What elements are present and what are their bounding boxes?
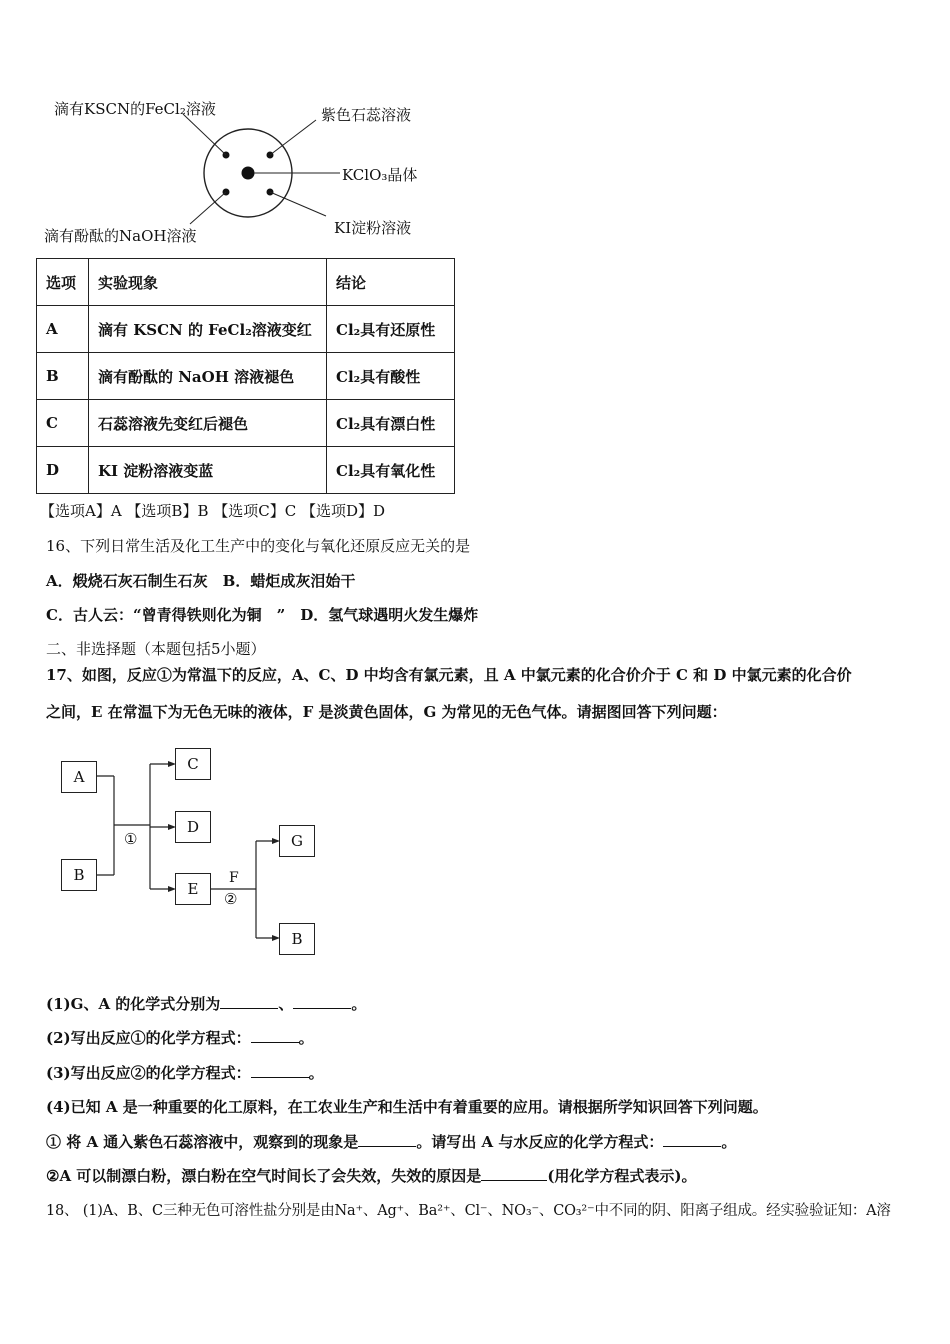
node-c: C: [175, 748, 211, 780]
reagent-f-label: F: [229, 870, 239, 886]
table-row: [37, 447, 455, 494]
table-cell: 石蕊溶液先变红后褪色: [89, 400, 327, 447]
table-row: [37, 353, 455, 400]
q15-choices: 【选项A】A 【选项B】B 【选项C】C 【选项D】D: [40, 502, 386, 520]
table-cell: 滴有酚酞的 NaOH 溶液褪色: [89, 353, 327, 400]
table-header-cell: 结论: [327, 259, 455, 306]
center-well: [242, 167, 255, 180]
q17-part6: [46, 1165, 697, 1186]
q17-part3-end: 。: [308, 1064, 324, 1082]
label-fecl2: 滴有KSCN的FeCl₂溶液: [54, 100, 216, 118]
table-header-row: [37, 259, 455, 306]
reaction-2-label: ②: [224, 890, 238, 908]
answer-blank[interactable]: [220, 994, 278, 1009]
table-cell: 滴有 KSCN 的 FeCl₂溶液变红: [89, 306, 327, 353]
q17-part3: [46, 1062, 324, 1083]
answer-blank[interactable]: [251, 1063, 309, 1078]
leader-top-left: [183, 114, 226, 155]
answer-blank[interactable]: [481, 1166, 547, 1181]
options-table: [36, 258, 455, 494]
q17-part6-text: ②A 可以制漂白粉，漂白粉在空气时间长了会失效，失效的原因是: [46, 1167, 482, 1185]
q17-part5: [46, 1131, 736, 1152]
q16-stem: 16、下列日常生活及化工生产中的变化与氧化还原反应无关的是: [46, 537, 471, 555]
table-cell: Cl₂具有酸性: [327, 353, 455, 400]
q17-part1: [46, 993, 366, 1014]
table-cell: D: [37, 447, 89, 494]
table-row: [37, 306, 455, 353]
table-header-cell: 实验现象: [89, 259, 327, 306]
q16-options-line2: C．古人云：“曾青得铁则化为铜 ” D．氢气球遇明火发生爆炸: [46, 606, 479, 624]
q17-part5-end: 。: [721, 1133, 737, 1151]
q17-part2-end: 。: [298, 1029, 314, 1047]
label-ki: KI淀粉溶液: [334, 219, 412, 237]
label-kclo3: KClO₃晶体: [342, 166, 418, 184]
q17-part2-text: (2)写出反应①的化学方程式：: [46, 1029, 251, 1047]
label-naoh: 滴有酚酞的NaOH溶液: [44, 227, 197, 245]
q17-part2: [46, 1027, 314, 1048]
q17-part6-end: (用化学方程式表示)。: [547, 1167, 697, 1185]
node-a: A: [61, 761, 97, 793]
label-litmus: 紫色石蕊溶液: [321, 106, 412, 124]
q18-stem: 18、 (1)A、B、C三种无色可溶性盐分别是由Na⁺、Ag⁺、Ba²⁺、Cl⁻、NO₃⁻、CO₃²⁻中不同的阴、阳离子组成。经实验验证知：A溶: [46, 1203, 891, 1219]
answer-blank[interactable]: [358, 1132, 416, 1147]
table-cell: B: [37, 353, 89, 400]
q17-part1-end: 。: [351, 995, 367, 1013]
answer-blank[interactable]: [293, 994, 351, 1009]
section-title: 二、非选择题（本题包括5小题）: [46, 640, 266, 658]
table-cell: Cl₂具有氧化性: [327, 447, 455, 494]
node-d: D: [175, 811, 211, 843]
q17-part1-text: (1)G、A 的化学式分别为: [46, 995, 221, 1013]
q17-stem-line2: 之间，E 在常温下为无色无味的液体，F 是淡黄色固体，G 为常见的无色气体。请据图回答下列问题：: [46, 703, 727, 721]
table-cell: A: [37, 306, 89, 353]
q17-stem-line1: 17、如图，反应①为常温下的反应，A、C、D 中均含有氯元素，且 A 中氯元素的化合价介于 C 和 D 中氯元素的化合价: [46, 666, 852, 684]
q17-part4: (4)已知 A 是一种重要的化工原料，在工农业生产和生活中有着重要的应用。请根据所学知识回答下列问题。: [46, 1098, 768, 1116]
q16-options-line1: A．煅烧石灰石制生石灰 B．蜡炬成灰泪始干: [46, 572, 356, 590]
q17-part5-mid: 。请写出 A 与水反应的化学方程式：: [416, 1133, 664, 1151]
table-header-cell: 选项: [37, 259, 89, 306]
table-cell: Cl₂具有还原性: [327, 306, 455, 353]
q17-part1-sep: 、: [278, 995, 294, 1013]
table-cell: C: [37, 400, 89, 447]
q17-part3-text: (3)写出反应②的化学方程式：: [46, 1064, 251, 1082]
table-cell: KI 淀粉溶液变蓝: [89, 447, 327, 494]
answer-blank[interactable]: [663, 1132, 721, 1147]
reaction-1-label: ①: [124, 830, 138, 848]
answer-blank[interactable]: [251, 1028, 299, 1043]
node-b2: B: [279, 923, 315, 955]
table-cell: Cl₂具有漂白性: [327, 400, 455, 447]
table-row: [37, 400, 455, 447]
node-g: G: [279, 825, 315, 857]
q17-part5-text: ① 将 A 通入紫色石蕊溶液中，观察到的现象是: [46, 1133, 359, 1151]
node-e: E: [175, 873, 211, 905]
node-b: B: [61, 859, 97, 891]
leader-top-right: [270, 120, 316, 155]
